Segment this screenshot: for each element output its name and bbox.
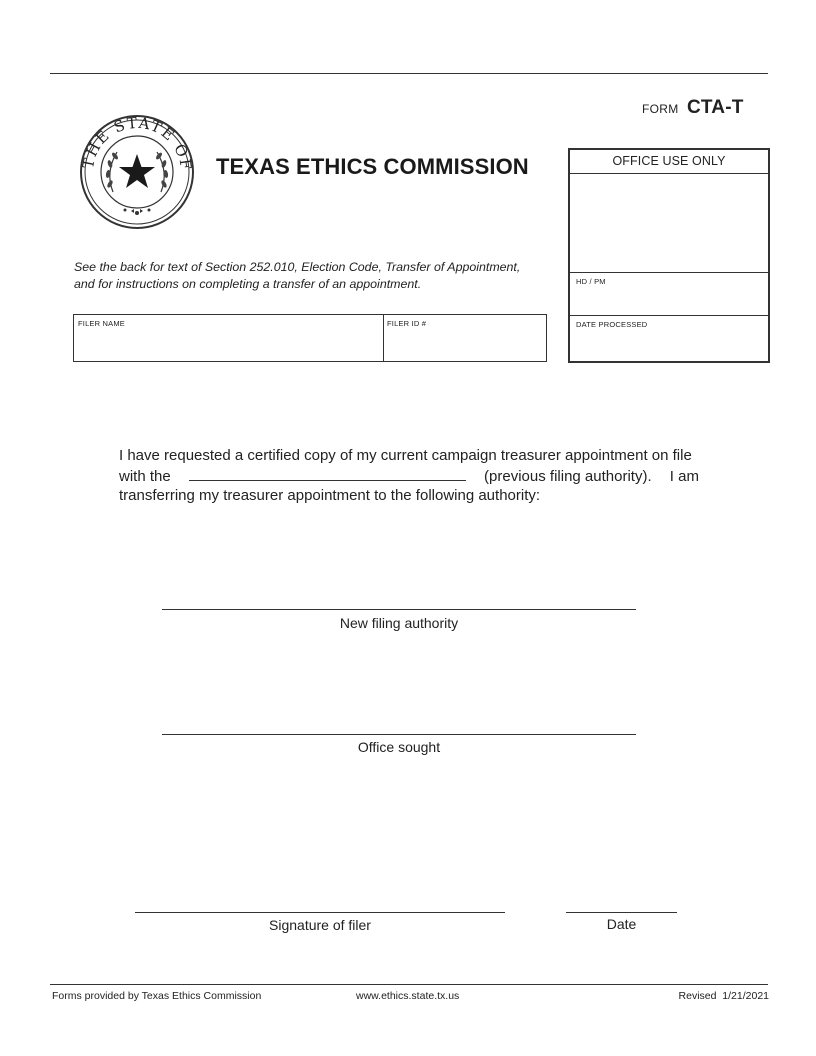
office-sought-label: Office sought [357, 739, 441, 755]
filer-id-label: FILER ID # [387, 319, 427, 328]
date-label: Date [606, 916, 637, 932]
filer-name-field[interactable] [74, 315, 383, 361]
footer-provider: Forms provided by Texas Ethics Commission [52, 990, 262, 1002]
statement-paragraph [119, 446, 699, 506]
filer-id-field[interactable] [384, 315, 546, 361]
form-identifier [642, 97, 744, 119]
date-processed-label: DATE PROCESSED [576, 320, 648, 329]
office-use-title: OFFICE USE ONLY [570, 150, 768, 174]
signature-line[interactable] [135, 912, 505, 913]
seal-text: THE STATE OF [79, 114, 195, 173]
statement-line-2 [119, 466, 699, 487]
office-sought-line[interactable] [162, 734, 636, 735]
office-divider-1 [570, 272, 768, 273]
office-use-box [568, 148, 770, 363]
statement-with-the: with the [119, 467, 171, 485]
instructions-text: See the back for text of Section 252.010, Election Code, Transfer of Appointment, and for instructions on completing a transfer of an appointment. [74, 260, 521, 291]
signature-label: Signature of filer [269, 917, 371, 933]
statement-line-3: transferring my treasurer appointment to the following authority: [119, 487, 541, 504]
commission-name: TEXAS ETHICS COMMISSION [216, 154, 529, 179]
date-line[interactable] [566, 912, 677, 913]
texas-seal-icon [79, 114, 195, 230]
hd-pm-label: HD / PM [576, 277, 606, 286]
footer-revised: Revised 1/21/2021 [678, 990, 769, 1002]
new-filing-authority-line[interactable] [162, 609, 636, 610]
statement-i-am: I am [669, 467, 699, 485]
filer-info-box [73, 314, 547, 362]
form-label: FORM [642, 102, 679, 116]
top-rule [50, 73, 768, 74]
office-divider-2 [570, 315, 768, 316]
footer-website[interactable]: www.ethics.state.tx.us [356, 990, 460, 1002]
form-code: CTA-T [686, 97, 744, 118]
previous-filing-authority-blank[interactable] [189, 466, 466, 481]
statement-line-1: I have requested a certified copy of my current campaign treasurer appointment on file [119, 447, 692, 464]
filer-name-label: FILER NAME [78, 319, 126, 328]
new-filing-authority-label: New filing authority [339, 615, 459, 631]
statement-previous-authority: (previous filing authority). [484, 467, 652, 485]
footer-rule [50, 984, 768, 985]
